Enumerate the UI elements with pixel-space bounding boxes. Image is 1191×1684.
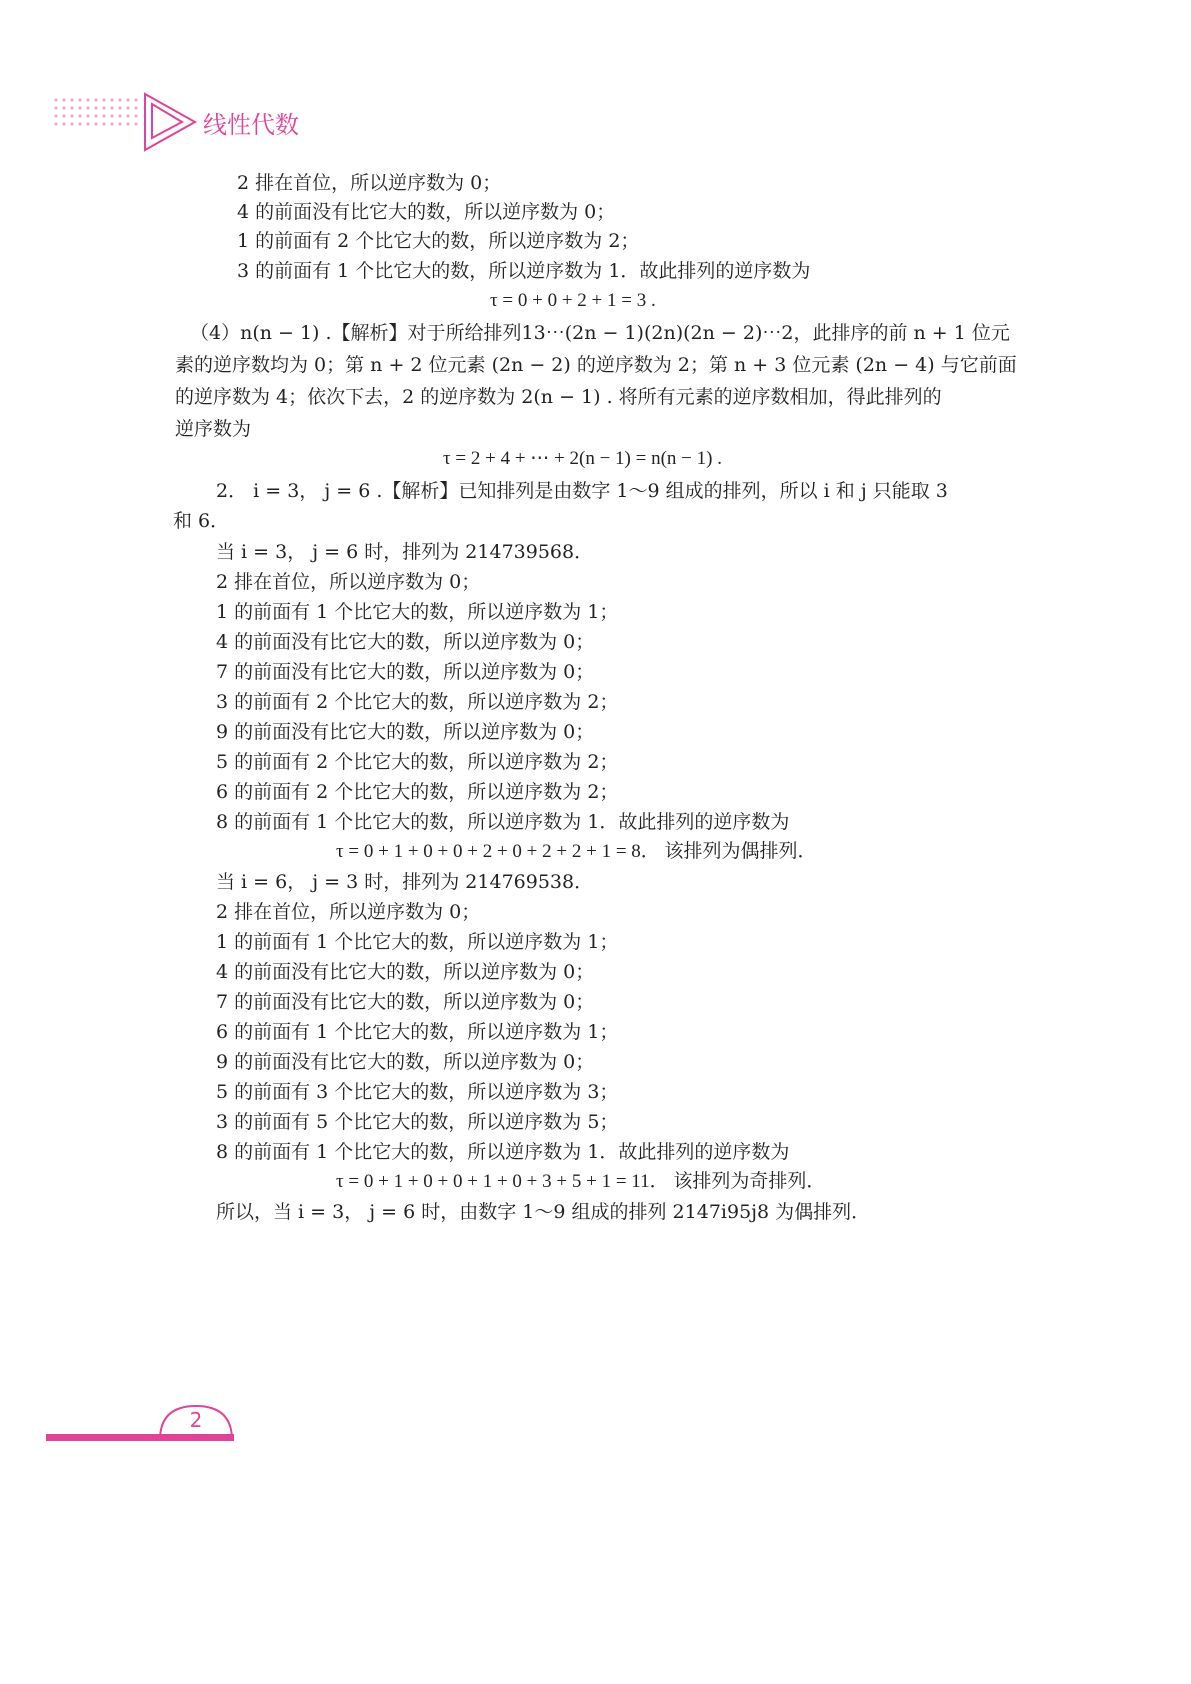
text-line: 3 的前面有 5 个比它大的数，所以逆序数为 5； — [216, 1111, 619, 1133]
text-line: （4）n(n − 1) .【解析】对于所给排列13⋯(2n − 1)(2n)(2n − 2)⋯2，此排序的前 n + 1 位元 — [190, 322, 1010, 344]
text-line: 当 i = 3， j = 6 时，排列为 214739568． — [216, 541, 594, 563]
text-line: 3 的前面有 2 个比它大的数，所以逆序数为 2； — [216, 691, 619, 713]
text-line: 7 的前面没有比它大的数，所以逆序数为 0； — [216, 661, 595, 683]
page-number: 2 — [189, 1408, 203, 1432]
text-line: 2 排在首位，所以逆序数为 0； — [237, 172, 502, 194]
text-line: 当 i = 6， j = 3 时，排列为 214769538． — [216, 871, 594, 893]
text-line: 2． i = 3， j = 6 .【解析】已知排列是由数字 1～9 组成的排列，所以 i 和 j 只能取 3 — [216, 480, 948, 502]
text-line: 2 排在首位，所以逆序数为 0； — [216, 571, 481, 593]
text-line: 1 的前面有 1 个比它大的数，所以逆序数为 1； — [216, 601, 619, 623]
text-line: 1 的前面有 1 个比它大的数，所以逆序数为 1； — [216, 931, 619, 953]
footer-bar — [46, 1434, 234, 1441]
text-line: 6 的前面有 2 个比它大的数，所以逆序数为 2； — [216, 781, 619, 803]
text-line: 4 的前面没有比它大的数，所以逆序数为 0； — [216, 631, 595, 653]
formula-line: τ = 0 + 1 + 0 + 0 + 1 + 0 + 3 + 5 + 1 = 11． 该排列为奇排列． — [336, 1171, 826, 1192]
text-line: 2 排在首位，所以逆序数为 0； — [216, 901, 481, 923]
text-line: 4 的前面没有比它大的数，所以逆序数为 0； — [237, 201, 616, 223]
text-line: 和 6． — [173, 510, 230, 532]
text-line: 8 的前面有 1 个比它大的数，所以逆序数为 1．故此排列的逆序数为 — [216, 1141, 790, 1163]
text-line: 6 的前面有 1 个比它大的数，所以逆序数为 1； — [216, 1021, 619, 1043]
text-line: 9 的前面没有比它大的数，所以逆序数为 0； — [216, 721, 595, 743]
text-line: 1 的前面有 2 个比它大的数，所以逆序数为 2； — [237, 230, 640, 252]
text-line: 逆序数为 — [175, 418, 252, 440]
formula-line: τ = 2 + 4 + ⋯ + 2(n − 1) = n(n − 1) . — [443, 448, 722, 469]
text-line: 的逆序数为 4；依次下去，2 的逆序数为 2(n − 1) . 将所有元素的逆序数相加，得此排列的 — [175, 386, 942, 408]
text-line: 7 的前面没有比它大的数，所以逆序数为 0； — [216, 991, 595, 1013]
text-line: 8 的前面有 1 个比它大的数，所以逆序数为 1．故此排列的逆序数为 — [216, 811, 790, 833]
text-line: 所以，当 i = 3， j = 6 时，由数字 1～9 组成的排列 2147i95j8 为偶排列． — [216, 1201, 871, 1223]
formula-line: τ = 0 + 1 + 0 + 0 + 2 + 0 + 2 + 2 + 1 = 8． 该排列为偶排列． — [336, 841, 817, 862]
text-line: 3 的前面有 1 个比它大的数，所以逆序数为 1．故此排列的逆序数为 — [237, 260, 811, 282]
text-line: 5 的前面有 3 个比它大的数，所以逆序数为 3； — [216, 1081, 619, 1103]
text-line: 素的逆序数均为 0；第 n + 2 位元素 (2n − 2) 的逆序数为 2；第 n + 3 位元素 (2n − 4) 与它前面 — [175, 354, 1017, 376]
text-line: 5 的前面有 2 个比它大的数，所以逆序数为 2； — [216, 751, 619, 773]
text-line: 4 的前面没有比它大的数，所以逆序数为 0； — [216, 961, 595, 983]
text-line: 9 的前面没有比它大的数，所以逆序数为 0； — [216, 1051, 595, 1073]
formula-line: τ = 0 + 0 + 2 + 1 = 3 . — [490, 290, 656, 311]
header-title: 线性代数 — [203, 111, 299, 139]
